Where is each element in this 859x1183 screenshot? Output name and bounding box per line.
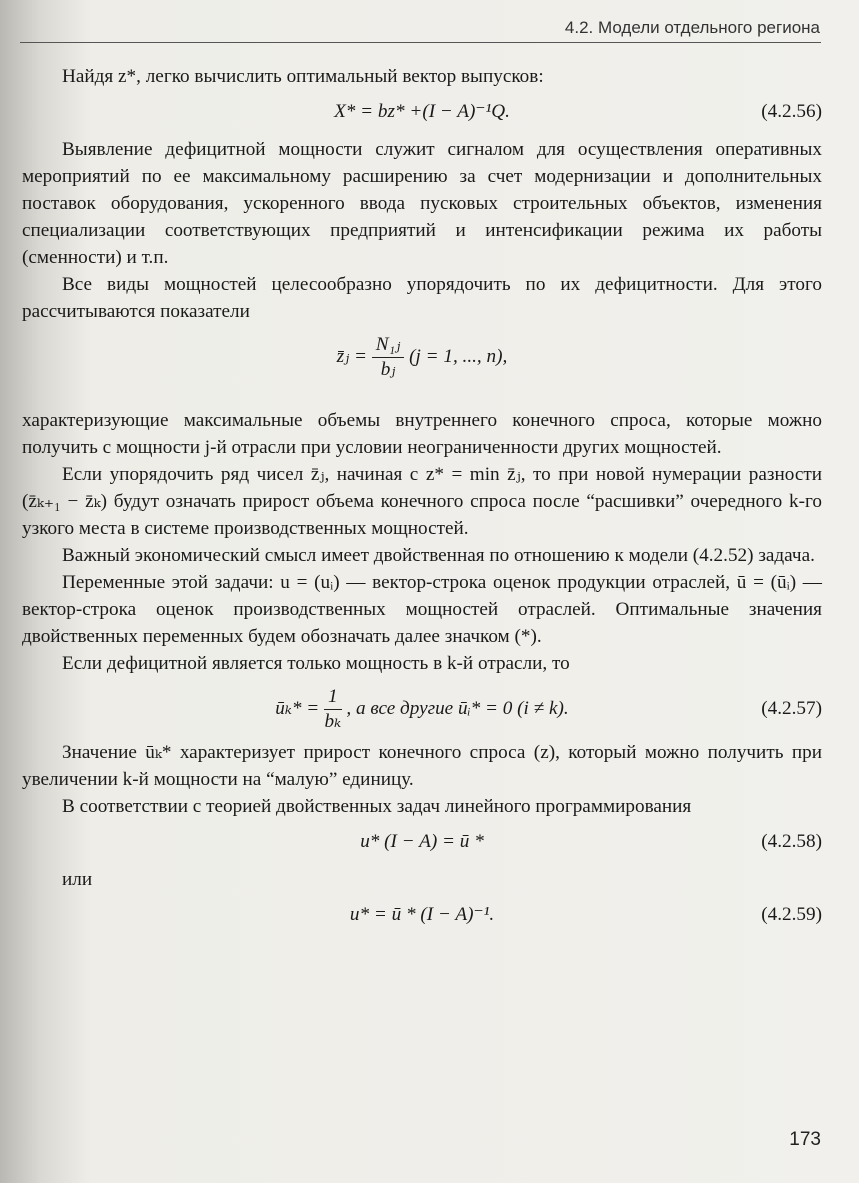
fraction-numerator: 1 xyxy=(324,685,342,710)
paragraph: характеризующие максимальные объемы внутреннего конечного спроса, которые можно получить с мощности j-й отрасли при условии неограниченности других мощностей. xyxy=(22,410,822,458)
paragraph: Значение ūₖ* характеризует прирост конечного спроса (z), который можно получить при увеличении k-й мощности на “малую” единицу. xyxy=(22,742,822,790)
equation-formula xyxy=(22,333,822,382)
equation xyxy=(22,325,822,407)
equation-number: (4.2.56) xyxy=(761,101,822,122)
equation xyxy=(22,820,822,866)
paragraph: Все виды мощностей целесообразно упорядочить по их дефицитности. Для этого рассчитываются показатели xyxy=(22,274,822,322)
fraction xyxy=(324,685,342,734)
header-rule xyxy=(20,42,821,43)
equation-rhs: (j = 1, ..., n), xyxy=(404,345,508,367)
equation-formula: u* (I − A) = ū * xyxy=(360,831,484,852)
equation-lhs: ūₖ* = xyxy=(275,697,325,719)
paragraph: В соответствии с теорией двойственных задач линейного программирования xyxy=(62,796,692,817)
paragraph: Если упорядочить ряд чисел z̄ⱼ, начиная с z* = min z̄ⱼ, то при новой нумерации разности (z̄ₖ₊₁ − z̄ₖ) будут означать прирост объема конечного спроса после “расшивки” очередного k-го узкого места в системе производственных мощностей. xyxy=(22,464,822,539)
equation-formula: u* = ū * (I − A)⁻¹. xyxy=(349,904,495,925)
paragraph: или xyxy=(62,869,93,890)
equation xyxy=(22,893,822,939)
fraction-numerator: N₁ⱼ xyxy=(372,333,405,358)
running-header: 4.2. Модели отдельного региона xyxy=(564,18,820,37)
paragraph: Важный экономический смысл имеет двойственная по отношению к модели (4.2.52) задача. xyxy=(62,545,815,566)
paragraph: Переменные этой задачи: u = (uᵢ) — вектор-строка оценок продукции отраслей, ū = (ūᵢ) — вектор-строка оценок производственных мощностей отраслей. Оптимальные значения двойственных переменных будем обозначать далее значком (*). xyxy=(22,572,822,647)
paragraph: Если дефицитной является только мощность в k-й отрасли, то xyxy=(62,653,570,674)
fraction-denominator: bₖ xyxy=(324,711,342,732)
paragraph: Выявление дефицитной мощности служит сигналом для осуществления оперативных мероприятий по ее максимальному расширению за счет модернизации и дополнительных поставок оборудования, ускоренного ввода пусковых строительных объектов, изменения специализации соответствующих предприятий и интенсификации режима их работы (сменности) и т.п. xyxy=(22,139,822,268)
equation xyxy=(22,677,822,739)
equation-lhs: z̄ⱼ = xyxy=(336,345,372,367)
page-body xyxy=(22,63,822,939)
equation-number: (4.2.59) xyxy=(761,904,822,925)
equation-number: (4.2.58) xyxy=(761,831,822,852)
fraction xyxy=(372,333,405,382)
equation-rhs: , а все другие ūᵢ* = 0 (i ≠ k). xyxy=(341,697,569,719)
equation-formula: X* = bz* +(I − A)⁻¹Q. xyxy=(334,101,510,122)
paragraph: Найдя z*, легко вычислить оптимальный вектор выпусков: xyxy=(62,66,544,87)
equation xyxy=(22,90,822,136)
page-number: 173 xyxy=(789,1129,821,1150)
equation-formula xyxy=(22,685,822,734)
fraction-denominator: bⱼ xyxy=(380,359,396,380)
equation-number: (4.2.57) xyxy=(761,698,822,719)
